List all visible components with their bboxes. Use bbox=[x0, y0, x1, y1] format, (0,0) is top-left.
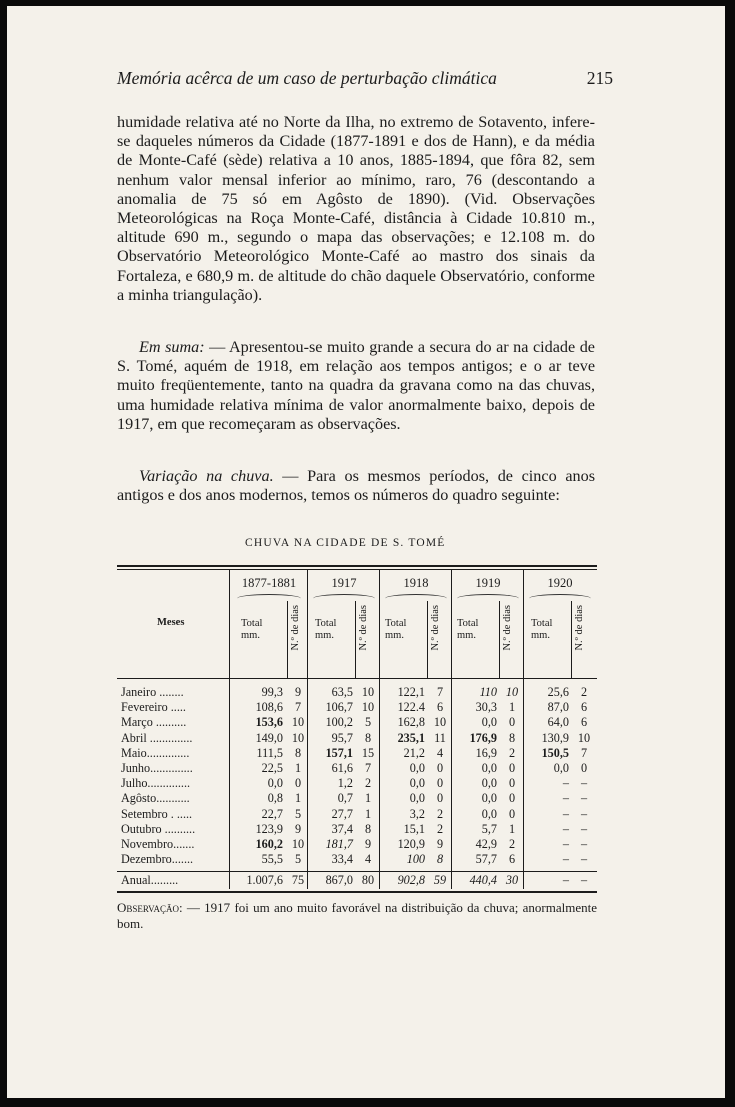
month-label: Anual......... bbox=[121, 873, 179, 887]
rain-total-cell: 0,0 bbox=[409, 760, 425, 775]
observation-label: Observação bbox=[117, 900, 180, 915]
month-label: Dezembro....... bbox=[121, 852, 194, 867]
table-row bbox=[117, 822, 597, 837]
table-rule-top bbox=[117, 565, 597, 567]
rain-total-cell: 22,7 bbox=[261, 806, 283, 821]
rain-days-cell: 10 bbox=[291, 836, 305, 851]
table-rule-top-thin bbox=[117, 569, 597, 570]
rain-days-cell: 2 bbox=[508, 745, 516, 760]
rain-days-cell: 9 bbox=[436, 836, 444, 851]
annual-row bbox=[117, 873, 597, 888]
rain-days-cell: – bbox=[580, 852, 588, 867]
rain-days-cell: 7 bbox=[436, 685, 444, 699]
month-label: Setembro . ..... bbox=[121, 806, 193, 821]
rain-days-cell: – bbox=[580, 776, 588, 791]
table-row bbox=[117, 776, 597, 791]
rain-total-cell: 110 bbox=[479, 685, 497, 699]
rain-total-cell: 122.4 bbox=[397, 700, 425, 715]
rain-total-cell: 902,8 bbox=[397, 873, 425, 887]
rain-total-cell: 22,5 bbox=[261, 760, 283, 775]
rain-total-cell: 16,9 bbox=[475, 745, 497, 760]
rain-total-cell: – bbox=[562, 776, 569, 791]
rain-total-cell: 30,3 bbox=[475, 700, 497, 715]
rain-days-cell: 80 bbox=[361, 873, 375, 887]
header-total-mm: Total mm. bbox=[531, 618, 553, 641]
year-header: 1877-1881 bbox=[241, 576, 297, 590]
rain-days-cell: 59 bbox=[433, 873, 447, 887]
rain-days-cell: 1 bbox=[364, 806, 372, 821]
rain-days-cell: 6 bbox=[580, 715, 588, 730]
table-row bbox=[117, 700, 597, 715]
rain-total-cell: 123,9 bbox=[255, 821, 283, 836]
rain-days-cell: 2 bbox=[364, 776, 372, 791]
paragraph-humidity: humidade relativa até no Norte da Ilha, no extremo de Sotavento, infere-se daqueles números da Cidade (1877-1891 e dos de Hann), e da média de Monte-Café (sède) relativa a 10 anos, 1885-1894, que fôra 82, sem nenhum valor mensal inferior ao mínimo, raro, 76 (descontando a anomalia de 75 só em Agôsto de 1890). (Vid. Observações Meteorológicas na Roça Monte-Café, distância à Cidade 10.810 m., altitude 690 m., segundo o mapa das observações; e 12.108 m. do Observatório Meteorológico Monte-Café ao mastro dos sinais da Fortaleza, e 680,9 m. de altitude do chão daquele Observatório, conforme a minha triangulação). bbox=[117, 113, 595, 304]
year-brace bbox=[237, 594, 301, 603]
rain-total-cell: 157,1 bbox=[325, 745, 353, 760]
rain-days-cell: 10 bbox=[291, 730, 305, 745]
rain-days-cell: 6 bbox=[508, 852, 516, 867]
year-brace bbox=[313, 594, 375, 603]
rainfall-table bbox=[117, 565, 597, 895]
rain-days-cell: 1 bbox=[508, 700, 516, 715]
rain-days-cell: 15 bbox=[361, 745, 375, 760]
rain-days-cell: – bbox=[580, 873, 588, 887]
rain-days-cell: 1 bbox=[294, 791, 302, 806]
table-rule-header bbox=[117, 678, 597, 679]
rain-total-cell: 27,7 bbox=[331, 806, 353, 821]
month-label: Fevereiro ..... bbox=[121, 700, 186, 715]
book-page bbox=[7, 6, 725, 1098]
rain-total-cell: 0,0 bbox=[481, 791, 497, 806]
rain-days-cell: 10 bbox=[291, 715, 305, 730]
rain-days-cell: 0 bbox=[508, 776, 516, 791]
rain-total-cell: 100,2 bbox=[325, 715, 353, 730]
rain-days-cell: – bbox=[580, 836, 588, 851]
rain-total-cell: 99,3 bbox=[261, 685, 283, 699]
rain-total-cell: 55,5 bbox=[261, 852, 283, 867]
rain-days-cell: 2 bbox=[436, 806, 444, 821]
header-total-mm: Total mm. bbox=[385, 618, 407, 641]
rain-days-cell: 10 bbox=[361, 700, 375, 715]
rain-total-cell: 106,7 bbox=[325, 700, 353, 715]
rain-days-cell: 0 bbox=[436, 791, 444, 806]
rain-days-cell: 1 bbox=[364, 791, 372, 806]
summary-text: — Apresentou-se muito grande a secura do ar na cidade de S. Tomé, aquém de 1918, em relação aos tempos antigos; e o ar teve muito freqüentemente, tanto na quadra da gravana como na das chuvas, uma humidade relativa mínima de valor anormalmente baixo, depois de 1917, em que recomeçaram as observações. bbox=[117, 338, 595, 433]
rain-total-cell: 0,0 bbox=[481, 776, 497, 791]
rain-days-cell: 0 bbox=[294, 776, 302, 791]
rain-variation-text: — Para os mesmos períodos, de cinco anos antigos e dos anos modernos, temos os números do quadro seguinte: bbox=[117, 467, 595, 505]
rain-days-cell: 5 bbox=[294, 806, 302, 821]
rain-total-cell: 42,9 bbox=[475, 836, 497, 851]
rain-total-cell: 15,1 bbox=[403, 821, 425, 836]
page-number: 215 bbox=[586, 68, 613, 88]
observation-note bbox=[117, 900, 597, 932]
rain-total-cell: 21,2 bbox=[403, 745, 425, 760]
rain-days-cell: 9 bbox=[294, 821, 302, 836]
rain-total-cell: 108,6 bbox=[255, 700, 283, 715]
rain-days-cell: 8 bbox=[508, 730, 516, 745]
rain-days-cell: 9 bbox=[294, 685, 302, 699]
rain-days-cell: 4 bbox=[436, 745, 444, 760]
year-brace bbox=[385, 594, 447, 603]
rain-days-cell: 0 bbox=[436, 760, 444, 775]
rain-total-cell: 25,6 bbox=[547, 685, 569, 699]
paragraph-rain-variation bbox=[117, 467, 595, 505]
year-brace bbox=[529, 594, 591, 603]
paragraph-summary bbox=[117, 338, 595, 434]
rain-days-cell: 0 bbox=[508, 715, 516, 730]
rain-total-cell: – bbox=[562, 852, 569, 867]
rain-total-cell: 181,7 bbox=[325, 836, 353, 851]
year-header: 1917 bbox=[331, 576, 357, 590]
rain-days-cell: 8 bbox=[364, 730, 372, 745]
rain-total-cell: 149,0 bbox=[255, 730, 283, 745]
month-label: Junho.............. bbox=[121, 760, 193, 775]
year-header: 1920 bbox=[547, 576, 573, 590]
rain-days-cell: 0 bbox=[508, 791, 516, 806]
rain-days-cell: 2 bbox=[436, 821, 444, 836]
rain-days-cell: 0 bbox=[508, 760, 516, 775]
month-label: Abril .............. bbox=[121, 730, 193, 745]
rain-days-cell: 8 bbox=[294, 745, 302, 760]
table-annual bbox=[117, 873, 597, 888]
observation-text: : — 1917 foi um ano muito favorável na distribuição da chuva; anormalmente bom. bbox=[117, 900, 597, 931]
rain-days-cell: 6 bbox=[436, 700, 444, 715]
running-header bbox=[117, 68, 613, 89]
rain-variation-lead: Variação na chuva. bbox=[139, 467, 274, 485]
rain-total-cell: 120,9 bbox=[397, 836, 425, 851]
rain-days-cell: 1 bbox=[508, 821, 516, 836]
rain-days-cell: 11 bbox=[434, 730, 446, 745]
rain-total-cell: 1.007,6 bbox=[246, 873, 283, 887]
rain-days-cell: 10 bbox=[505, 685, 519, 699]
rain-total-cell: 440,4 bbox=[469, 873, 497, 887]
year-header: 1918 bbox=[403, 576, 429, 590]
summary-lead: Em suma: bbox=[139, 338, 205, 356]
rain-total-cell: 0,8 bbox=[267, 791, 283, 806]
rain-days-cell: – bbox=[580, 806, 588, 821]
rain-total-cell: 3,2 bbox=[409, 806, 425, 821]
rain-total-cell: – bbox=[562, 821, 569, 836]
table-row bbox=[117, 731, 597, 746]
header-days: N.º de dias bbox=[430, 605, 441, 651]
rain-total-cell: 130,9 bbox=[541, 730, 569, 745]
header-total-mm: Total mm. bbox=[457, 618, 479, 641]
rain-total-cell: 0,0 bbox=[481, 715, 497, 730]
year-brace bbox=[457, 594, 519, 603]
rain-days-cell: 4 bbox=[364, 852, 372, 867]
header-total-mm: Total mm. bbox=[315, 618, 337, 641]
rain-days-cell: 9 bbox=[364, 836, 372, 851]
rain-days-cell: – bbox=[580, 791, 588, 806]
table-row bbox=[117, 791, 597, 806]
rain-total-cell: 162,8 bbox=[397, 715, 425, 730]
rain-days-cell: 7 bbox=[580, 745, 588, 760]
rain-days-cell: 7 bbox=[294, 700, 302, 715]
rain-days-cell: 7 bbox=[364, 760, 372, 775]
header-days: N.º de dias bbox=[290, 605, 301, 651]
rain-total-cell: 87,0 bbox=[547, 700, 569, 715]
rain-days-cell: 30 bbox=[505, 873, 519, 887]
rain-days-cell: 10 bbox=[361, 685, 375, 699]
rain-total-cell: 160,2 bbox=[255, 836, 283, 851]
rain-days-cell: 0 bbox=[436, 776, 444, 791]
rain-total-cell: 1,2 bbox=[337, 776, 353, 791]
rain-days-cell: 10 bbox=[433, 715, 447, 730]
rain-days-cell: 2 bbox=[508, 836, 516, 851]
rain-total-cell: 150,5 bbox=[541, 745, 569, 760]
month-label: Outubro .......... bbox=[121, 821, 196, 836]
rain-total-cell: 61,6 bbox=[331, 760, 353, 775]
rain-days-cell: 8 bbox=[364, 821, 372, 836]
rain-total-cell: 867,0 bbox=[325, 873, 353, 887]
table-title: CHUVA NA CIDADE DE S. TOMÉ bbox=[245, 537, 446, 549]
table-row bbox=[117, 685, 597, 700]
rain-total-cell: 235,1 bbox=[397, 730, 425, 745]
month-label: Novembro....... bbox=[121, 836, 195, 851]
month-label: Janeiro ........ bbox=[121, 685, 184, 699]
table-row bbox=[117, 746, 597, 761]
table-body bbox=[117, 685, 597, 867]
rain-total-cell: 122,1 bbox=[397, 685, 425, 699]
rain-days-cell: 0 bbox=[580, 760, 588, 775]
rain-total-cell: 0,0 bbox=[409, 791, 425, 806]
rain-total-cell: 0,0 bbox=[267, 776, 283, 791]
month-label: Julho.............. bbox=[121, 776, 191, 791]
rain-total-cell: 5,7 bbox=[481, 821, 497, 836]
rain-total-cell: 37,4 bbox=[331, 821, 353, 836]
rain-total-cell: 64,0 bbox=[547, 715, 569, 730]
rain-total-cell: 0,0 bbox=[409, 776, 425, 791]
rain-total-cell: – bbox=[562, 791, 569, 806]
month-label: Março .......... bbox=[121, 715, 187, 730]
header-total-mm: Total mm. bbox=[241, 618, 263, 641]
header-title: Memória acêrca de um caso de perturbação climática bbox=[117, 68, 497, 88]
rain-total-cell: 57,7 bbox=[475, 852, 497, 867]
rain-days-cell: 8 bbox=[436, 852, 444, 867]
rain-days-cell: 5 bbox=[364, 715, 372, 730]
table-row bbox=[117, 837, 597, 852]
table-row bbox=[117, 715, 597, 730]
rain-total-cell: 153,6 bbox=[255, 715, 283, 730]
rain-total-cell: 0,0 bbox=[553, 760, 569, 775]
table-row bbox=[117, 852, 597, 867]
header-days: N.º de dias bbox=[502, 605, 513, 651]
rain-total-cell: 0,7 bbox=[337, 791, 353, 806]
rain-total-cell: 176,9 bbox=[469, 730, 497, 745]
rain-total-cell: – bbox=[562, 806, 569, 821]
rain-total-cell: 95,7 bbox=[331, 730, 353, 745]
rain-total-cell: 0,0 bbox=[481, 760, 497, 775]
rain-total-cell: 0,0 bbox=[481, 806, 497, 821]
rain-total-cell: 63,5 bbox=[331, 685, 353, 699]
rain-days-cell: – bbox=[580, 821, 588, 836]
rain-total-cell: – bbox=[562, 836, 569, 851]
header-days: N.º de dias bbox=[358, 605, 369, 651]
header-days: N.º de dias bbox=[574, 605, 585, 651]
table-rule-annual bbox=[117, 871, 597, 872]
rain-total-cell: 100 bbox=[406, 852, 425, 867]
table-row bbox=[117, 761, 597, 776]
table-rule-bottom bbox=[117, 891, 597, 893]
year-header: 1919 bbox=[475, 576, 501, 590]
header-months: Meses bbox=[157, 617, 185, 628]
rain-days-cell: 1 bbox=[294, 760, 302, 775]
rain-total-cell: – bbox=[562, 873, 569, 887]
rain-days-cell: 2 bbox=[580, 685, 588, 699]
rain-days-cell: 6 bbox=[580, 700, 588, 715]
rain-total-cell: 111,5 bbox=[256, 745, 283, 760]
rain-days-cell: 0 bbox=[508, 806, 516, 821]
month-label: Agôsto........... bbox=[121, 791, 190, 806]
rain-days-cell: 5 bbox=[294, 852, 302, 867]
rain-total-cell: 33,4 bbox=[331, 852, 353, 867]
rain-days-cell: 75 bbox=[291, 873, 305, 887]
table-row bbox=[117, 807, 597, 822]
month-label: Maio.............. bbox=[121, 745, 190, 760]
rain-days-cell: 10 bbox=[577, 730, 591, 745]
